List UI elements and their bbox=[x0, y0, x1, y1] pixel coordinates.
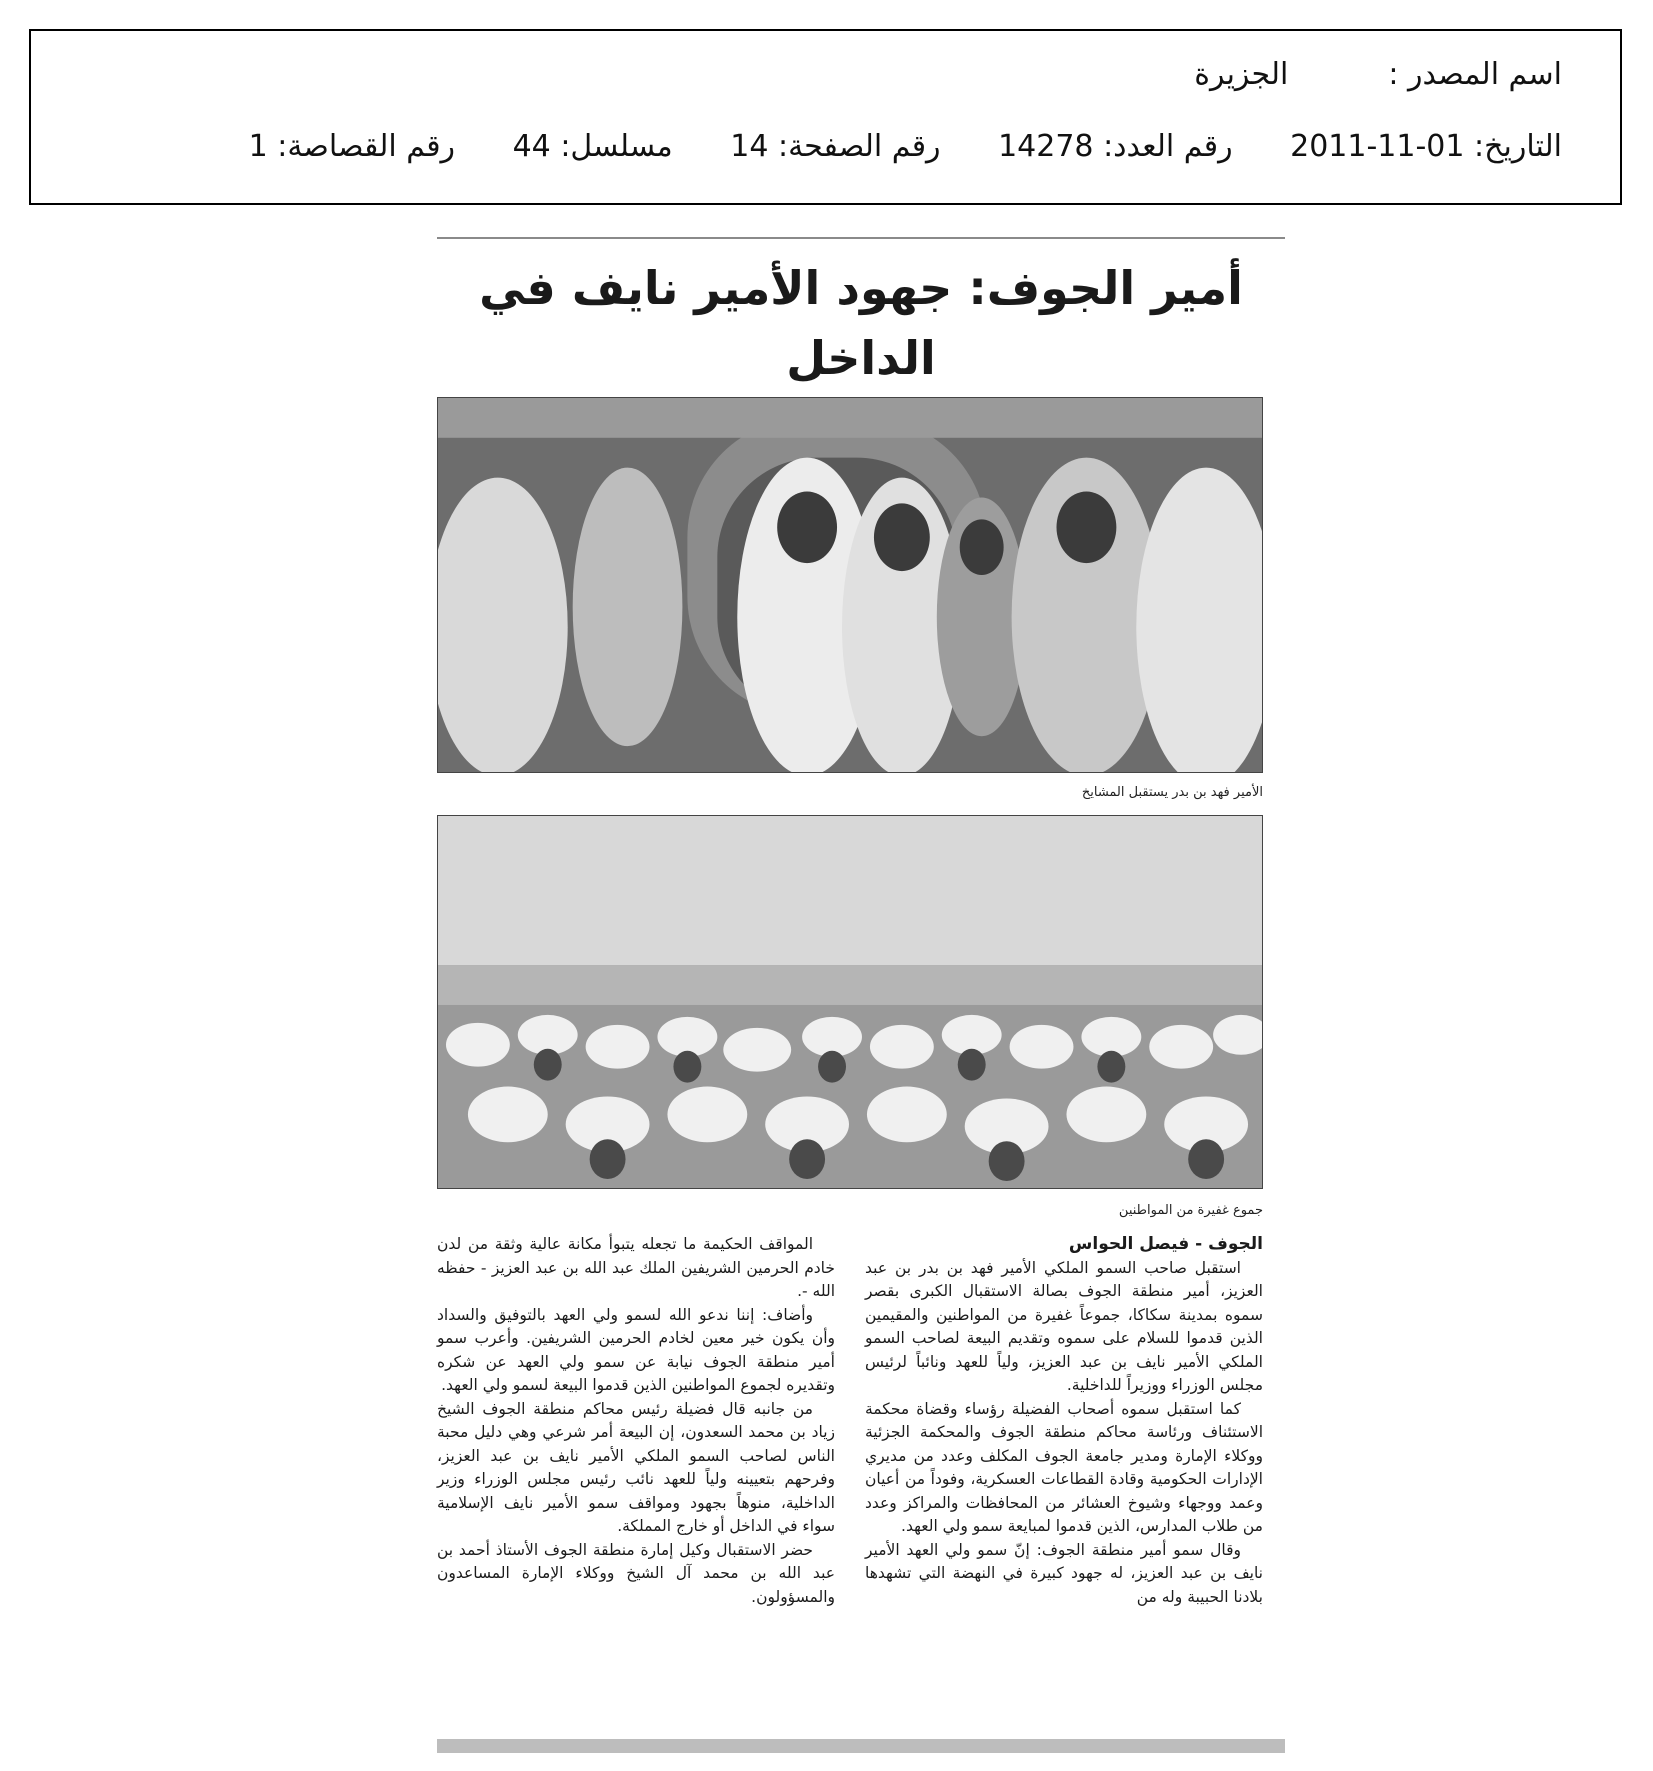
photo-reception bbox=[437, 397, 1263, 773]
photo-caption-1: الأمير فهد بن بدر يستقبل المشايخ bbox=[1081, 785, 1263, 800]
serial-label: مسلسل: bbox=[560, 129, 673, 164]
article-column-right bbox=[865, 1233, 1263, 1609]
top-rule bbox=[437, 237, 1285, 239]
source-label: اسم المصدر : bbox=[1388, 57, 1562, 92]
serial-value: 44 bbox=[512, 129, 551, 164]
paragraph: المواقف الحكيمة ما تجعله يتبوأ مكانة عالية وثقة من لدن خادم الحرمين الشريفين الملك عبد الله بن عبد العزيز - حفظه الله -. bbox=[437, 1235, 835, 1300]
date-label: التاريخ: bbox=[1474, 129, 1562, 164]
paragraph: وأضاف: إننا ندعو الله لسمو ولي العهد بالتوفيق والسداد وأن يكون خير معين لخادم الحرمين الشريفين. وأعرب سمو أمير منطقة الجوف نيابة عن سمو ولي العهد عن شكره وتقديره لجموع المواطنين الذين قدموا البيعة لسمو ولي العهد. bbox=[437, 1305, 835, 1394]
date-value: 2011-11-01 bbox=[1290, 129, 1465, 164]
paragraph: من جانبه قال فضيلة رئيس محاكم منطقة الجوف الشيخ زياد بن محمد السعدون، إن البيعة أمر شرعي وهي دليل محبة الناس لصاحب السمو الملكي الأمير نايف بن عبد العزيز، وفرحهم بتعيينه ولياً للعهد نائب رئيس مجلس الوزراء وزير الداخلية، منوهاً بجهود ومواقف سمو الأمير نايف الإسلامية سواء في الداخل أو خارج المملكة. bbox=[437, 1399, 835, 1535]
photo-crowd bbox=[437, 815, 1263, 1189]
paragraph: حضر الاستقبال وكيل إمارة منطقة الجوف الأستاذ أحمد بن عبد الله بن محمد آل الشيخ ووكلاء الإمارة المساعدون والمسؤولون. bbox=[437, 1540, 835, 1606]
source-value: الجزيرة bbox=[1194, 57, 1289, 92]
source-line bbox=[1194, 57, 1562, 92]
byline: الجوف - فيصل الحواس bbox=[1068, 1234, 1263, 1254]
metadata-line bbox=[249, 129, 1562, 164]
paragraph: استقبل صاحب السمو الملكي الأمير فهد بن بدر بن عبد العزيز، أمير منطقة الجوف بصالة الاستقبال الكبرى بقصر سموه بمدينة سكاكا، جموعاً غفيرة من المواطنين والمقيمين الذين قدموا للسلام على سموه وتقديم البيعة لصاحب السمو الملكي الأمير نايف بن عبد العزيز، ولياً للعهد ونائباً لرئيس مجلس الوزراء ووزيراً للداخلية. bbox=[865, 1258, 1263, 1394]
article-column-left bbox=[437, 1233, 835, 1609]
paragraph: كما استقبل سموه أصحاب الفضيلة رؤساء وقضاة محكمة الاستئناف ورئاسة محاكم منطقة الجوف والمحكمة الجزئية ووكلاء الإمارة ومدير جامعة الجوف المكلف وعدد من مديري الإدارات الحكومية وقادة القطاعات العسكرية، وفوداً من أعيان وعمد ووجهاء وشيوخ العشائر من المحافظات والمراكز وعدد من طلاب المدارس، الذين قدموا لمبايعة سمو ولي العهد. bbox=[865, 1399, 1263, 1535]
source-info-box bbox=[29, 29, 1622, 205]
headline-line-1: أمير الجوف: جهود الأمير نايف في الداخل bbox=[479, 261, 1243, 385]
clip-value: 1 bbox=[248, 129, 268, 164]
page-value: 14 bbox=[730, 129, 769, 164]
newspaper-clipping bbox=[437, 237, 1285, 1757]
bottom-rule bbox=[437, 1739, 1285, 1753]
issue-label: رقم العدد: bbox=[1103, 129, 1233, 164]
page-label: رقم الصفحة: bbox=[777, 129, 941, 164]
issue-value: 14278 bbox=[998, 129, 1094, 164]
paragraph: وقال سمو أمير منطقة الجوف: إنّ سمو ولي العهد الأمير نايف بن عبد العزيز، له جهود كبيرة في النهضة التي تشهدها بلادنا الحبيبة وله من bbox=[865, 1540, 1263, 1606]
photo-caption-2: جموع غفيرة من المواطنين bbox=[1118, 1203, 1263, 1218]
clip-label: رقم القصاصة: bbox=[277, 129, 456, 164]
